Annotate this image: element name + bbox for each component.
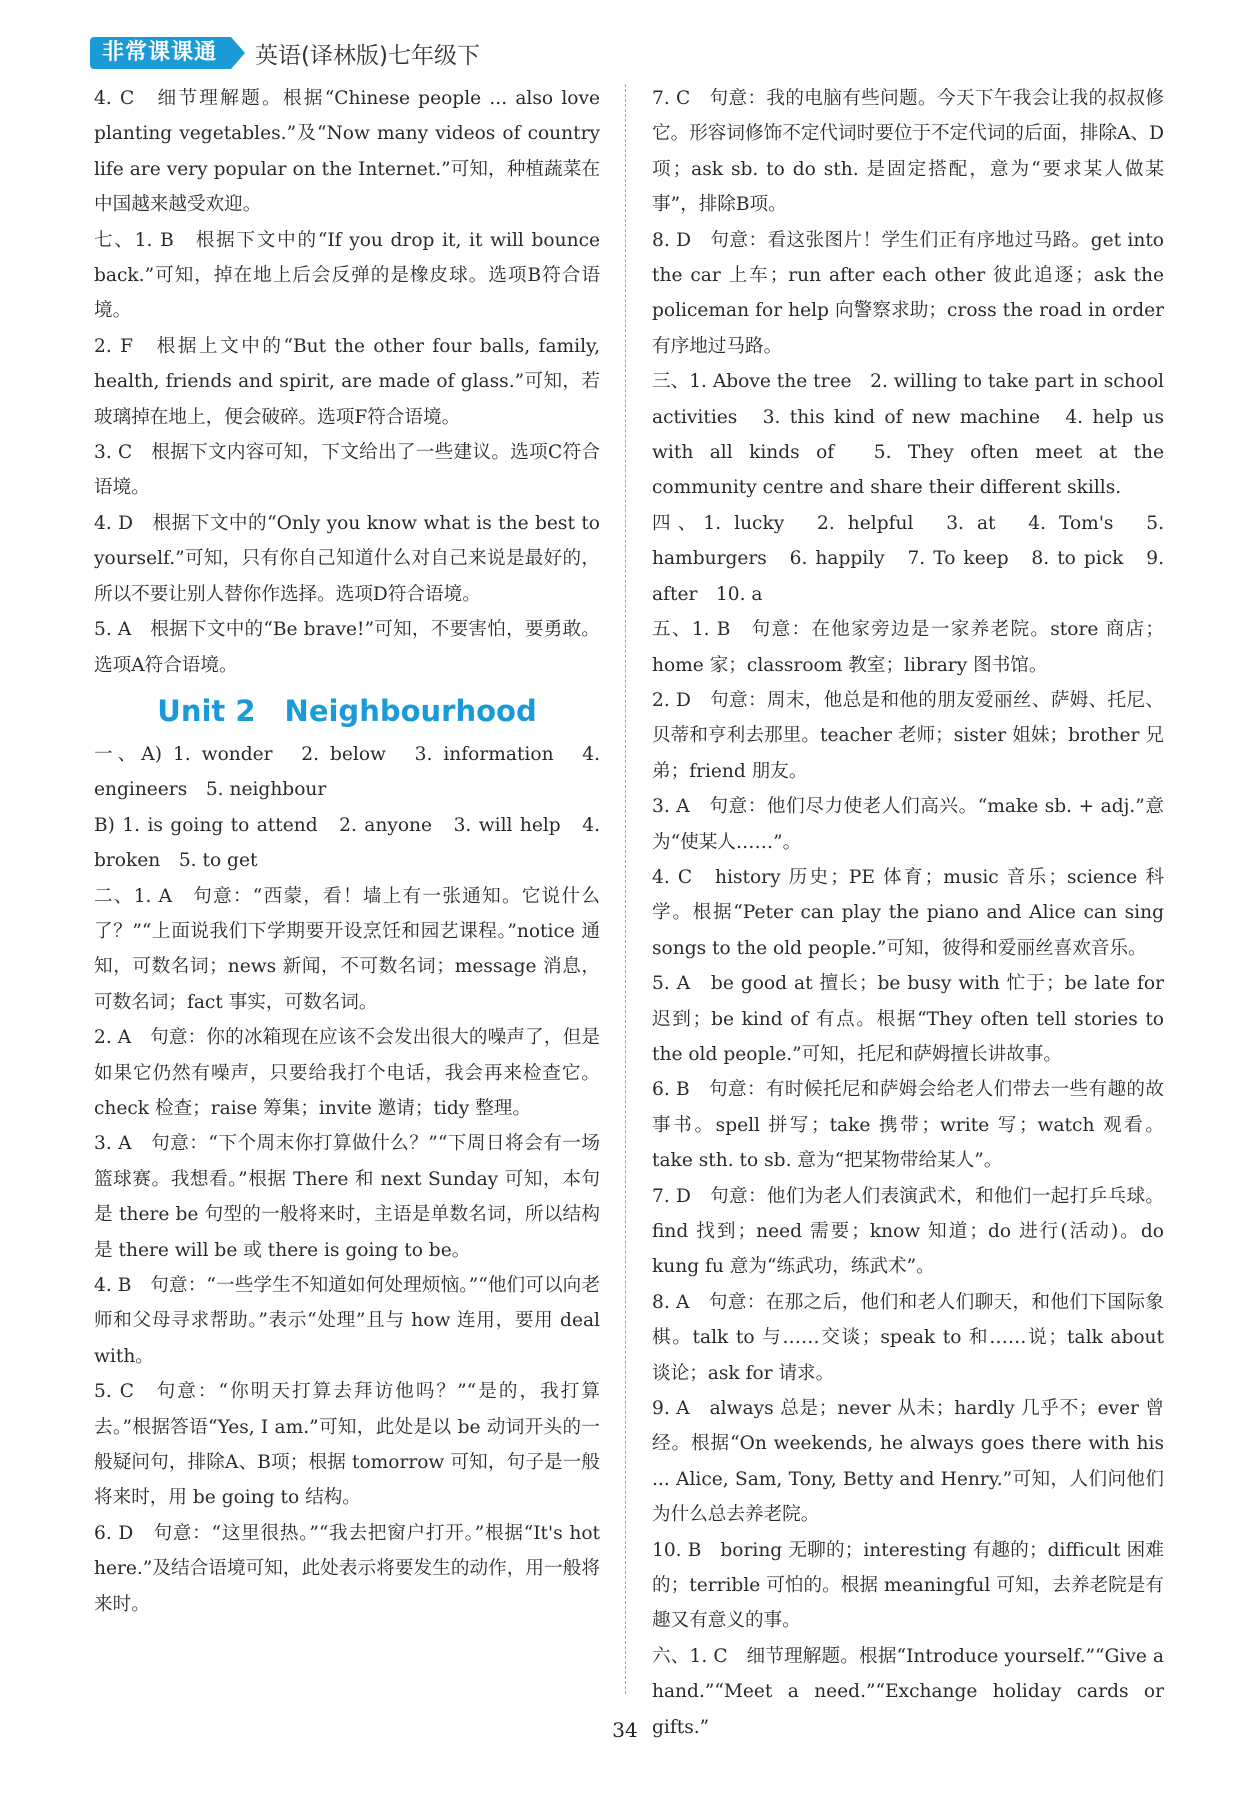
answer-paragraph: 3. A 句意：“下个周末你打算做什么？”“下周日将会有一场篮球赛。我想看。”根据 There 和 next Sunday 可知，本句是 there be 句型的一般将来时，主语是单数名词，所以结构是 there will be 或 there is going to be。 xyxy=(94,1133,600,1261)
answer-paragraph: 5. A 根据下文中的“Be brave!”可知，不要害怕，要勇敢。选项A符合语境。 xyxy=(94,619,600,676)
answer-paragraph: 8. D 句意：看这张图片！学生们正有序地过马路。get into the car 上车；run after each other 彼此追逐；ask the policeman for help 向警察求助；cross the road in order 有序地过马路。 xyxy=(652,229,1164,357)
answer-paragraph: 7. D 句意：他们为老人们表演武术，和他们一起打乒乓球。find 找到；need 需要；know 知道；do 进行(活动)。do kung fu 意为“练武功，练武术”。 xyxy=(652,1185,1164,1278)
answer-paragraph: 4. B 句意：“一些学生不知道如何处理烦恼。”“他们可以向老师和父母寻求帮助。”表示“处理”且与 how 连用，要用 deal with。 xyxy=(94,1275,600,1367)
answer-paragraph: 9. A always 总是；never 从未；hardly 几乎不；ever 曾经。根据“On weekends, he always goes there with his ... Alice, Sam, Tony, Betty and Henry.”可知，人们问他们为什么总去养老院。 xyxy=(652,1398,1164,1526)
column-divider xyxy=(625,84,626,1694)
answer-paragraph: 三、1. Above the tree 2. willing to take part in school activities 3. this kind of new machine 4. help us with all kinds of 5. They often meet at the community centre and share their different skills. xyxy=(652,371,1164,499)
right-column xyxy=(652,81,1164,1745)
answer-paragraph: 4. C 细节理解题。根据“Chinese people ... also love planting vegetables.”及“Now many videos of country life are very popular on the Internet.”可知，种植蔬菜在中国越来越受欢迎。 xyxy=(94,88,600,216)
answer-paragraph: 5. C 句意：“你明天打算去拜访他吗？”“是的，我打算去。”根据答语“Yes, I am.”可知，此处是以 be 动词开头的一般疑问句，排除A、B项；根据 tomorrow 可知，句子是一般将来时，用 be going to 结构。 xyxy=(94,1381,600,1509)
answer-paragraph: 3. C 根据下文内容可知，下文给出了一些建议。选项C符合语境。 xyxy=(94,442,600,499)
answer-paragraph: 五、1. B 句意：在他家旁边是一家养老院。store 商店；home 家；classroom 教室；library 图书馆。 xyxy=(652,619,1164,676)
answer-paragraph: 6. D 句意：“这里很热。”“我去把窗户打开。”根据“It's hot here.”及结合语境可知，此处表示将要发生的动作，用一般将来时。 xyxy=(94,1522,600,1615)
answer-paragraph: 7. C 句意：我的电脑有些问题。今天下午我会让我的叔叔修它。形容词修饰不定代词时要位于不定代词的后面，排除A、D项；ask sb. to do sth. 是固定搭配，意为“要求某人做某事”，排除B项。 xyxy=(652,88,1164,216)
series-brand-label: 非常课课通 xyxy=(90,37,231,69)
page-header xyxy=(90,36,480,70)
answer-paragraph: 一、A) 1. wonder 2. below 3. information 4. engineers 5. neighbour xyxy=(94,743,600,801)
answer-paragraph: 2. A 句意：你的冰箱现在应该不会发出很大的噪声了，但是如果它仍然有噪声，只要给我打个电话，我会再来检查它。check 检查；raise 筹集；invite 邀请；tidy 整理。 xyxy=(94,1027,600,1119)
left-column xyxy=(94,81,600,1622)
answer-paragraph: 5. A be good at 擅长；be busy with 忙于；be late for 迟到；be kind of 有点。根据“They often tell stories to the old people.”可知，托尼和萨姆擅长讲故事。 xyxy=(652,973,1164,1065)
page-number: 34 xyxy=(612,1718,638,1742)
unit-heading: Unit 2 Neighbourhood xyxy=(157,693,537,728)
answer-paragraph: 2. D 句意：周末，他总是和他的朋友爱丽丝、萨姆、托尼、贝蒂和亨利去那里。teacher 老师；sister 姐妹；brother 兄弟；friend 朋友。 xyxy=(652,689,1164,782)
answer-paragraph: 2. F 根据上文中的“But the other four balls, family, health, friends and spirit, are made of glass.”可知，若玻璃掉在地上，便会破碎。选项F符合语境。 xyxy=(94,335,600,428)
answer-paragraph: 10. B boring 无聊的；interesting 有趣的；difficult 困难的；terrible 可怕的。根据 meaningful 可知，去养老院是有趣又有意义的事。 xyxy=(652,1539,1164,1632)
book-title: 英语(译林版)七年级下 xyxy=(255,42,480,69)
answer-paragraph: B) 1. is going to attend 2. anyone 3. will help 4. broken 5. to get xyxy=(94,814,600,872)
answer-paragraph: 6. B 句意：有时候托尼和萨姆会给老人们带去一些有趣的故事书。spell 拼写；take 携带；write 写；watch 观看。take sth. to sb. 意为“把某物带给某人”。 xyxy=(652,1079,1164,1172)
answer-paragraph: 8. A 句意：在那之后，他们和老人们聊天，和他们下国际象棋。talk to 与……交谈；speak to 和……说；talk about 谈论；ask for 请求。 xyxy=(652,1291,1164,1384)
answer-paragraph: 四、1. lucky 2. helpful 3. at 4. Tom's 5. hamburgers 6. happily 7. To keep 8. to pick 9. after 10. a xyxy=(652,512,1164,605)
answer-paragraph: 二、1. A 句意：“西蒙，看！墙上有一张通知。它说什么了？”“上面说我们下学期要开设烹饪和园艺课程。”notice 通知，可数名词；news 新闻，不可数名词；message 消息，可数名词；fact 事实，可数名词。 xyxy=(94,885,600,1013)
answer-paragraph: 3. A 句意：他们尽力使老人们高兴。“make sb. + adj.”意为“使某人……”。 xyxy=(652,796,1164,853)
answer-paragraph: 六、1. C 细节理解题。根据“Introduce yourself.”“Give a hand.”“Meet a need.”“Exchange holiday cards or gifts.” xyxy=(652,1645,1164,1738)
answer-paragraph: 4. C history 历史；PE 体育；music 音乐；science 科学。根据“Peter can play the piano and Alice can sing songs to the old people.”可知，彼得和爱丽丝喜欢音乐。 xyxy=(652,866,1164,959)
answer-paragraph: 七、1. B 根据下文中的“If you drop it, it will bounce back.”可知，掉在地上后会反弹的是橡皮球。选项B符合语境。 xyxy=(94,229,600,322)
answer-paragraph: 4. D 根据下文中的“Only you know what is the best to yourself.”可知，只有你自己知道什么对自己来说是最好的，所以不要让别人替你作选择。选项D符合语境。 xyxy=(94,512,600,605)
